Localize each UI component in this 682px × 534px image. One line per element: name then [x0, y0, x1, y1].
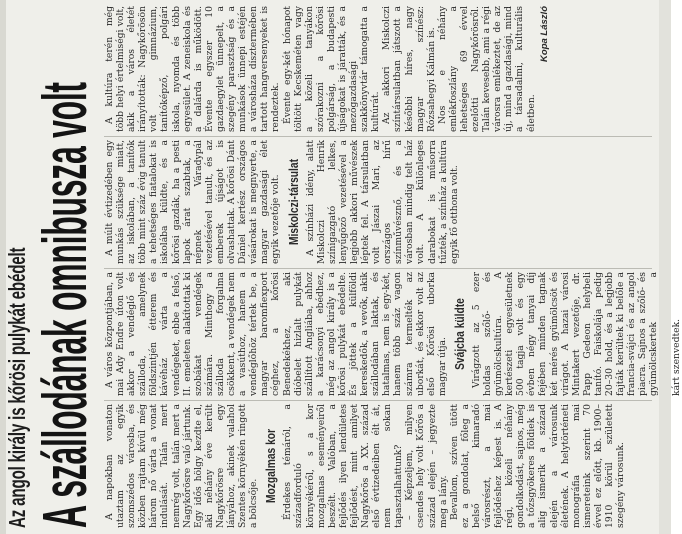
subheading: Mozgalmas kor — [264, 428, 279, 504]
paragraph: Az akkori Miskolczi színtársulatban játszott a későbbi híres, nagy magyar színész: Rózsahegyi Kálmán is. — [381, 6, 437, 132]
paragraph: Érdekes témáról, a századforduló környékéről, s a kor mozgalmas eseményeiről beszélt. Valóban, a fejlődés ilyen lendületes fejlődést, mint amilyet Nagykőrös a XX. század első évtizedeiben élt át, nem sokan tapasztalhattunk? — [282, 404, 405, 528]
subheading: Miskolczi-társulat — [286, 159, 301, 246]
paragraph: A napokban vonaton utaztam az egyik szomszédos városba, és közben rajtam kívül még három nő várta a vonat indulását. Talán mert nemrég volt, talán mert a Nagykőrösre való jártunk. Egy idős hölgy kezdte el, aki néhány éve került Nagykőrösre egy lányához, akinek valahol Szentes környékén ringott a bölcsője. — [104, 404, 260, 528]
article-column-1 — [104, 404, 652, 528]
article-column-4 — [104, 6, 652, 132]
paper-bottom-edge — [659, 0, 671, 534]
article-kicker: Az angol király is kőrösi pulykát ebédelt — [4, 247, 30, 528]
column-rule — [104, 136, 652, 137]
paragraph: Bevallom, szíven ütött ez a gondolat, főleg a belső kimaradó városrészt, a mai fejlődéshez képest is. A régi, közeli néhány gondolkodást, sajnos, még a tőzsgyökeres földiek is alig ismerik a század elején a városunk életének. A helytörténeti monográfia mai ismereteink szerint 70 évvel ez előtt, kb. 1900–1910 körül született szegény városunk. — [448, 404, 627, 528]
author-signature: Kopa László — [538, 6, 550, 62]
paragraph: A múlt évtizedében egy munkás szüksége miatt, az iskolában, a tanítók több mint száz évig tanult a tehetséges fiatalokat is iskolába küldte, és a kőrösi gazdák, ha a pesti lapok árat szabtak, a népnek Váradypál vezetésével tanult, és az emberek újságot is olvashattak. A kőrösi Dánt Dániel kertész országos vásárokat is megnyerte, a magyar gazdasági élet egyik vezetője volt. — [104, 140, 282, 264]
column-rule — [104, 400, 652, 401]
column-rule — [104, 268, 652, 269]
subheading: Svájcba küldte — [452, 298, 467, 370]
paragraph: Nos e néhány emlékfoszlány a lehetséges 69 évvel ezelőtti Nagykőrösről. Talán kevesebb, ami a régi városra emlékeztet, de az új, mind a gazdasági, mind a társadalmi, kulturális életben. — [436, 6, 537, 132]
paragraph: A színházi idény, alatt Miskolczi Henrik színigazgató lelkes, lenyűgöző vezetésével a legjobb akkori művészek léptek fel. A társulatban volt Jászai Mari, az országos hírű színművésznő, és a városban mindig telt ház volt. A különleges darabokat is műsorra tűzték, a színház a kultúra egyik fő otthona volt. — [304, 140, 460, 264]
article-column-3 — [104, 140, 652, 264]
paragraph: A kultúra terén még több helyi értelmiségi volt, akik a város életét irányították: Nagykőrösön volt gimnázium, tanítóképző, polgári iskola, nyomda és több egyesület. A zeneiskola és a dalárda is működött. Évente egyszer 10 gazdaegylet ünnepelt, a szegény parasztság és a munkások ünnepi estéjén a városháza dísztermében tartott hangversenyeket is rendeztek. — [104, 6, 282, 132]
paragraph: Virágzott az 5 ezer holdas szőlő- és gyümölcskultúra. A kertészeti egyesületnek 500 tagja volt és egy évben négy tanyai díj fejében minden tagnak két mérés gyümölcsöt és virágot. A hazai városi Mintakert vezetője, dr. Papp Gedeon helybeli tanító. Faiskolája pedig 20–30 hold, és a legjobb fajták kerültek ki belőle a francia-svájci és az angol piacra. Sajnos a szőlő- és gyümölcskertek a kárt szenvedtek. — [470, 272, 682, 396]
paragraph: Évente egy-két hónapot töltött Kecskeméten vagy a közeli tanyákon szórakozni a kőrösi polgárság, a budapesti újságokat is járatták, és a mezőgazdasági szakkönyvtár támogatta a kultúrát. — [281, 6, 382, 132]
article-headline: A szállodának omnibusza volt — [31, 82, 100, 528]
article-column-2 — [104, 272, 682, 396]
paragraph: A város központjában, a mai Ady Endre úton volt akkor a vendéglő és szálloda, amelynek földszintjén étterem és kávéház várta a vendégeket, ebbe a felső, II. emeleten alakítottak ki szobákat vendégek számára. Minthogy a szálloda forgalma csökkent, a vendégek nem a vasúthoz, hanem a vendéglőhöz tértek be, a magyar baromfiexport céghez, a kőrösi Benedekékhez, aki dióbelet hizlalt pulykát szállított Angliába, ahhoz a karácsonyi ebédhez, még az angol király is a kőrösi pulykát ebédelte. És jöttek a külföldi kereskedők, a vevők, akik szállodában laktak, és hatalmas, nem is egy-két, hanem több száz vagon számra termelték az uborkát, és ekkor volt az első Kőrösi uborka magyar útja. — [104, 272, 448, 396]
paragraph: – Képzeljem, milyen csendes hely volt Kőrös a század elején – jegyezte meg a lány. — [404, 404, 449, 528]
